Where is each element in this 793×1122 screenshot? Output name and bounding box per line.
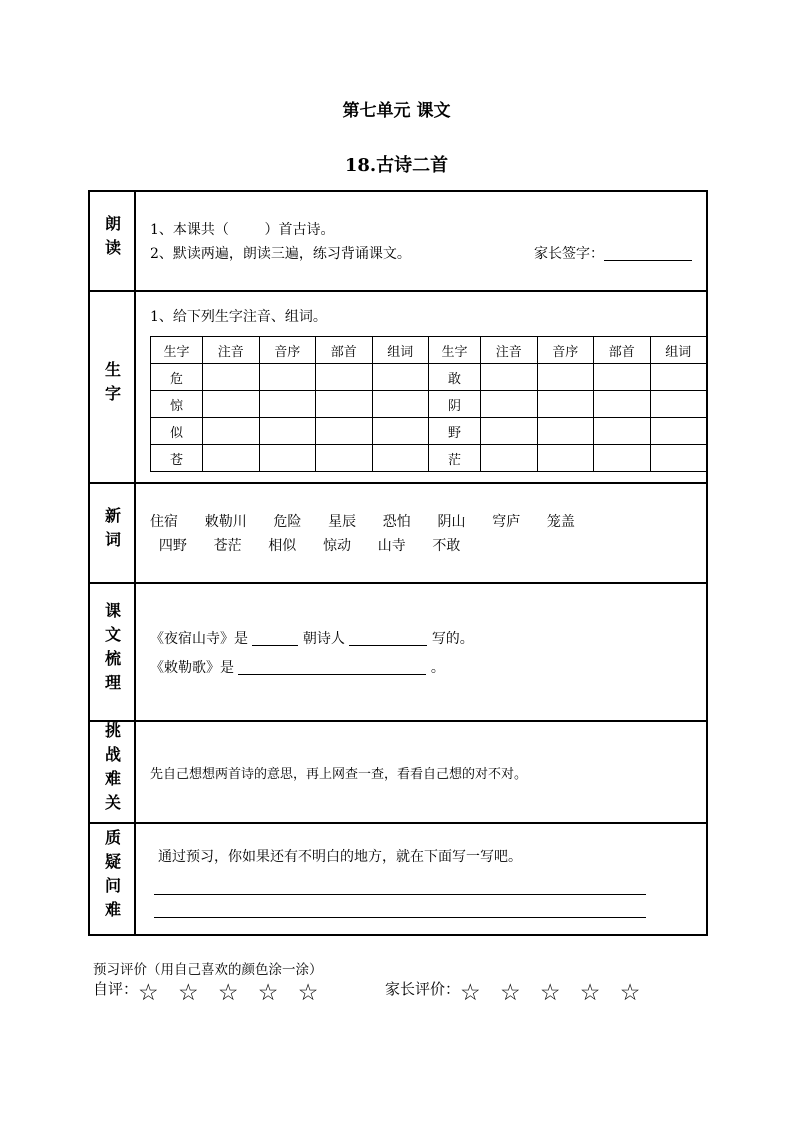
char-cell: 苍 — [151, 445, 203, 472]
xinci-line1: 住宿 敕勒川 危险 星辰 恐怕 阴山 穹庐 笼盖 — [150, 514, 575, 530]
preview-eval-note: 预习评价（用自己喜欢的颜色涂一涂） — [93, 962, 323, 978]
empty-cell — [203, 445, 260, 472]
empty-cell — [537, 445, 594, 472]
self-eval-stars: ☆ ☆ ☆ ☆ ☆ — [138, 980, 325, 1006]
char-cell: 阴 — [429, 391, 481, 418]
empty-cell — [594, 445, 651, 472]
empty-cell — [316, 391, 373, 418]
section-label-tiaozhan: 挑战难关 — [102, 722, 122, 818]
empty-cell — [259, 391, 316, 418]
empty-cell — [372, 445, 429, 472]
kewen-line1-text2: 朝诗人 — [302, 630, 345, 647]
empty-cell — [316, 445, 373, 472]
kewen-line2 — [150, 657, 692, 677]
shengzi-table — [150, 336, 707, 472]
langdu-line2-row — [150, 243, 692, 263]
tiaozhan-label-cell — [89, 721, 135, 823]
zhiyi-text: 通过预习，你如果还有不明白的地方，就在下面写一写吧。 — [158, 849, 522, 865]
row-kewen — [89, 583, 707, 721]
section-label-xinci: 新词 — [102, 507, 122, 555]
write-blank-line — [154, 872, 646, 895]
kewen-label-cell — [89, 583, 135, 721]
parent-eval-stars: ☆ ☆ ☆ ☆ ☆ — [460, 980, 647, 1006]
col-header-yinxu: 音序 — [537, 337, 594, 364]
row-shengzi — [89, 291, 707, 483]
shengzi-row — [151, 391, 707, 418]
col-header-yinxu: 音序 — [259, 337, 316, 364]
kewen-content-cell — [135, 583, 707, 721]
row-langdu — [89, 191, 707, 291]
sign-label: 家长签字： — [534, 246, 604, 262]
xinci-label-cell — [89, 483, 135, 583]
unit-title: 第七单元 课文 — [342, 101, 451, 121]
kewen-line1 — [150, 628, 692, 648]
empty-cell — [316, 418, 373, 445]
shengzi-row — [151, 445, 707, 472]
section-label-langdu: 朗读 — [102, 215, 122, 263]
row-xinci — [89, 483, 707, 583]
empty-cell — [259, 445, 316, 472]
col-header-bushou: 部首 — [594, 337, 651, 364]
xinci-content-cell — [135, 483, 707, 583]
empty-cell — [537, 391, 594, 418]
kewen-line1-text1: 《夜宿山寺》是 — [150, 630, 248, 647]
empty-cell — [481, 364, 538, 391]
langdu-label-cell — [89, 191, 135, 291]
empty-cell — [203, 418, 260, 445]
empty-cell — [259, 364, 316, 391]
empty-cell — [481, 445, 538, 472]
zhiyi-content-cell — [135, 823, 707, 935]
langdu-line1: 1、本课共（ ）首古诗。 — [150, 222, 335, 238]
char-cell: 野 — [429, 418, 481, 445]
empty-cell — [203, 391, 260, 418]
empty-cell — [650, 364, 707, 391]
empty-cell — [259, 418, 316, 445]
kewen-line1-text3: 写的。 — [431, 630, 474, 647]
kewen-line2-text1: 《敕勒歌》是 — [150, 659, 234, 676]
shengzi-header-row — [151, 337, 707, 364]
empty-cell — [537, 364, 594, 391]
empty-cell — [316, 364, 373, 391]
col-header-zhuyin: 注音 — [481, 337, 538, 364]
write-blank-line — [154, 895, 646, 918]
row-tiaozhan — [89, 721, 707, 823]
worksheet-table — [88, 190, 708, 936]
empty-cell — [372, 391, 429, 418]
langdu-content-cell — [135, 191, 707, 291]
kewen-line2-text2: 。 — [430, 659, 445, 676]
char-cell: 似 — [151, 418, 203, 445]
parent-eval-label: 家长评价： — [385, 980, 461, 998]
char-cell: 茫 — [429, 445, 481, 472]
empty-cell — [481, 418, 538, 445]
col-header-zi: 生字 — [429, 337, 481, 364]
parent-eval — [385, 978, 646, 1006]
empty-cell — [537, 418, 594, 445]
shengzi-row — [151, 364, 707, 391]
sign-blank — [604, 247, 692, 261]
sign-area — [534, 243, 692, 263]
row-zhiyi — [89, 823, 707, 935]
empty-cell — [481, 391, 538, 418]
langdu-line2: 2、默读两遍，朗读三遍，练习背诵课文。 — [150, 246, 411, 262]
shengzi-intro: 1、给下列生字注音、组词。 — [150, 309, 327, 325]
zhiyi-label-cell — [89, 823, 135, 935]
section-label-zhiyi: 质疑问难 — [102, 829, 122, 925]
empty-cell — [594, 364, 651, 391]
empty-cell — [594, 391, 651, 418]
col-header-zuci: 组词 — [650, 337, 707, 364]
empty-cell — [650, 418, 707, 445]
char-cell: 危 — [151, 364, 203, 391]
col-header-zi: 生字 — [151, 337, 203, 364]
col-header-zuci: 组词 — [372, 337, 429, 364]
kewen-blank3 — [238, 661, 426, 675]
tiaozhan-text: 先自己想想两首诗的意思，再上网查一查，看看自己想的对不对。 — [150, 766, 528, 782]
shengzi-label-cell — [89, 291, 135, 483]
empty-cell — [372, 364, 429, 391]
section-label-kewen: 课文梳理 — [102, 602, 122, 698]
empty-cell — [372, 418, 429, 445]
section-label-shengzi: 生字 — [102, 361, 122, 409]
self-eval — [93, 978, 324, 1006]
empty-cell — [650, 445, 707, 472]
char-cell: 敢 — [429, 364, 481, 391]
lesson-title: 18.古诗二首 — [344, 155, 449, 176]
self-eval-label: 自评： — [93, 980, 139, 998]
char-cell: 惊 — [151, 391, 203, 418]
empty-cell — [594, 418, 651, 445]
col-header-zhuyin: 注音 — [203, 337, 260, 364]
xinci-line2: 四野 苍茫 相似 惊动 山寺 不敢 — [150, 538, 461, 554]
empty-cell — [203, 364, 260, 391]
kewen-blank1 — [252, 632, 298, 646]
kewen-blank2 — [349, 632, 427, 646]
tiaozhan-content-cell — [135, 721, 707, 823]
shengzi-content-cell — [135, 291, 707, 483]
empty-cell — [650, 391, 707, 418]
shengzi-row — [151, 418, 707, 445]
col-header-bushou: 部首 — [316, 337, 373, 364]
